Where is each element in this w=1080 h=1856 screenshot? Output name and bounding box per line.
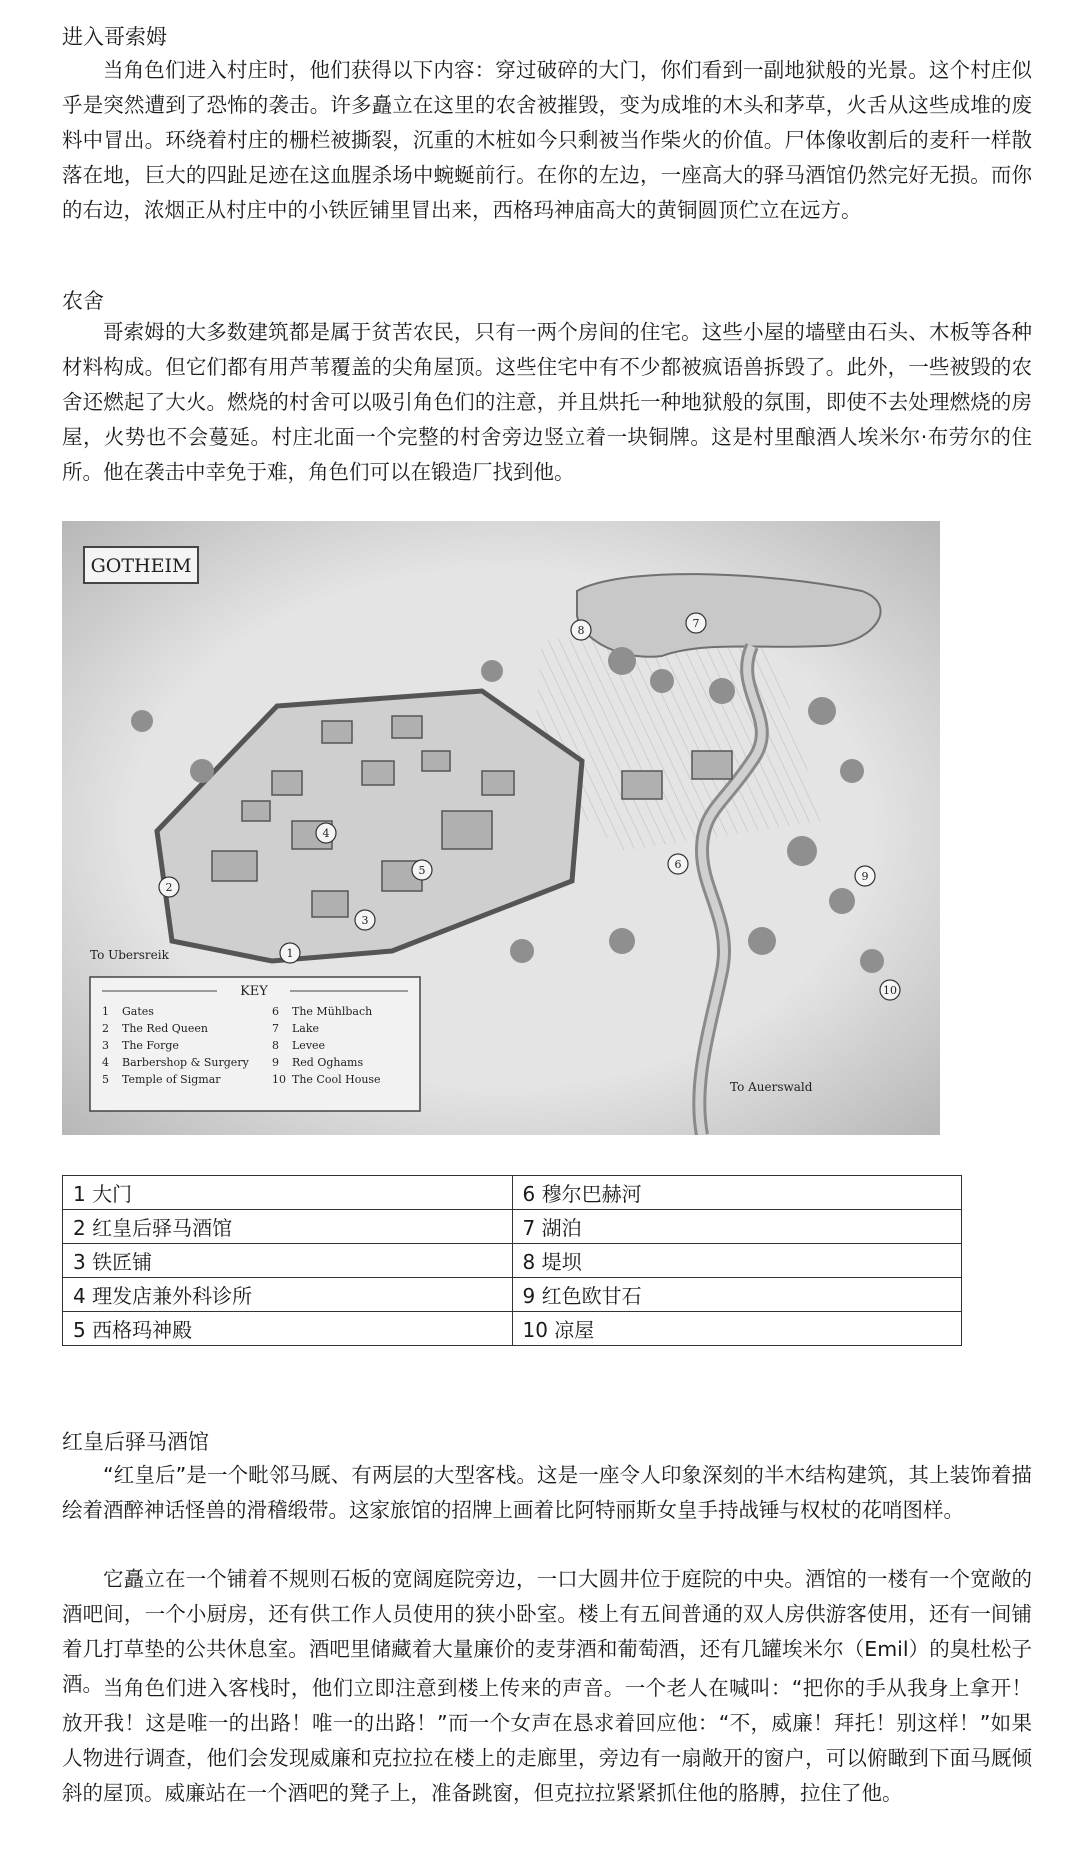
table-cell: 7 湖泊 bbox=[512, 1210, 962, 1244]
key-label: Red Oghams bbox=[292, 1056, 364, 1069]
key-number: 9 bbox=[272, 1056, 279, 1069]
key-number: 3 bbox=[102, 1039, 109, 1052]
map-marker-8 bbox=[571, 620, 591, 640]
table-cell: 4 理发店兼外科诊所 bbox=[63, 1278, 513, 1312]
map-marker-9 bbox=[855, 866, 875, 886]
to-ubersreik-label: To Ubersreik bbox=[90, 948, 169, 962]
paragraph-red-queen-3: 当角色们进入客栈时，他们立即注意到楼上传来的声音。一个老人在喊叫：“把你的手从我身上拿开！放开我！这是唯一的出路！唯一的出路！”而一个女声在恳求着回应他：“不，威廉！拜托！别这样！”如果人物进行调查，他们会发现威廉和克拉拉在楼上的走廊里，旁边有一扇敞开的窗户，可以俯瞰到下面马厩倾斜的屋顶。威廉站在一个酒吧的凳子上，准备跳窗，但克拉拉紧紧抓住他的胳膊，拉住了他。 bbox=[62, 1676, 1032, 1805]
table-row bbox=[63, 1176, 962, 1210]
map-marker-10 bbox=[880, 980, 900, 1000]
svg-text:7: 7 bbox=[692, 617, 700, 630]
map-marker-7 bbox=[686, 613, 706, 633]
svg-text:2: 2 bbox=[165, 881, 173, 894]
key-label: The Cool House bbox=[292, 1073, 381, 1086]
map-marker-4 bbox=[316, 823, 336, 843]
key-label: Levee bbox=[292, 1039, 326, 1052]
key-number: 10 bbox=[272, 1073, 286, 1086]
svg-text:8: 8 bbox=[577, 624, 585, 637]
key-number: 2 bbox=[102, 1022, 109, 1035]
table-cell: 8 堤坝 bbox=[512, 1244, 962, 1278]
key-label: The Forge bbox=[122, 1039, 179, 1052]
key-number: 7 bbox=[272, 1022, 279, 1035]
key-number: 1 bbox=[102, 1005, 109, 1018]
svg-text:4: 4 bbox=[322, 827, 330, 840]
map-key-heading: KEY bbox=[240, 984, 268, 999]
paragraph-red-queen-1: “红皇后”是一个毗邻马厩、有两层的大型客栈。这是一座令人印象深刻的半木结构建筑，其上装饰着描绘着酒醉神话怪兽的滑稽缎带。这家旅馆的招牌上画着比阿特丽斯女皇手持战锤与权杖的花哨图样。 bbox=[62, 1463, 1032, 1522]
map-title: GOTHEIM bbox=[90, 555, 192, 577]
key-label: The Red Queen bbox=[122, 1022, 208, 1035]
lake bbox=[577, 574, 881, 657]
gotheim-map bbox=[62, 521, 940, 1135]
table-cell: 5 西格玛神殿 bbox=[63, 1312, 513, 1346]
key-label: Barbershop & Surgery bbox=[122, 1056, 249, 1069]
key-label: Lake bbox=[292, 1022, 320, 1035]
table-cell: 1 大门 bbox=[63, 1176, 513, 1210]
key-label: The Mühlbach bbox=[292, 1005, 373, 1018]
section-title-red-queen: 红皇后驿马酒馆 bbox=[62, 1430, 209, 1454]
key-label: Gates bbox=[122, 1005, 154, 1018]
table-row bbox=[63, 1278, 962, 1312]
table-cell: 6 穆尔巴赫河 bbox=[512, 1176, 962, 1210]
svg-text:10: 10 bbox=[883, 984, 897, 997]
paragraph-entering-gotheim: 当角色们进入村庄时，他们获得以下内容：穿过破碎的大门，你们看到一副地狱般的光景。这个村庄似乎是突然遭到了恐怖的袭击。许多矗立在这里的农舍被摧毁，变为成堆的木头和茅草，火舌从这些成堆的废料中冒出。环绕着村庄的栅栏被撕裂，沉重的木桩如今只剩被当作柴火的价值。尸体像收割后的麦秆一样散落在地，巨大的四趾足迹在这血腥杀场中蜿蜒前行。在你的左边，一座高大的驿马酒馆仍然完好无损。而你的右边，浓烟正从村庄中的小铁匠铺里冒出来，西格玛神庙高大的黄铜圆顶伫立在远方。 bbox=[62, 58, 1032, 222]
to-auerswald-label: To Auerswald bbox=[730, 1080, 813, 1094]
table-cell: 10 凉屋 bbox=[512, 1312, 962, 1346]
map-marker-6 bbox=[668, 854, 688, 874]
table-row bbox=[63, 1210, 962, 1244]
svg-text:3: 3 bbox=[361, 914, 369, 927]
key-table bbox=[62, 1175, 962, 1346]
key-number: 4 bbox=[102, 1056, 109, 1069]
map-marker-2 bbox=[159, 877, 179, 897]
key-number: 6 bbox=[272, 1005, 279, 1018]
table-cell: 9 红色欧甘石 bbox=[512, 1278, 962, 1312]
map-marker-5 bbox=[412, 860, 432, 880]
svg-text:9: 9 bbox=[861, 870, 869, 883]
table-row bbox=[63, 1312, 962, 1346]
key-number: 5 bbox=[102, 1073, 109, 1086]
table-cell: 3 铁匠铺 bbox=[63, 1244, 513, 1278]
map-marker-1 bbox=[280, 943, 300, 963]
map-marker-3 bbox=[355, 910, 375, 930]
svg-text:1: 1 bbox=[286, 947, 294, 960]
paragraph-red-queen-2: 它矗立在一个铺着不规则石板的宽阔庭院旁边，一口大圆井位于庭院的中央。酒馆的一楼有一个宽敞的酒吧间，一个小厨房，还有供工作人员使用的狭小卧室。楼上有五间普通的双人房供游客使用，还有一间铺着几打草垫的公共休息室。酒吧里储藏着大量廉价的麦芽酒和葡萄酒，还有几罐埃米尔（Emil）的臭杜松子酒。 bbox=[62, 1567, 1032, 1696]
svg-text:6: 6 bbox=[674, 858, 682, 871]
table-row bbox=[63, 1244, 962, 1278]
paragraph-farmhouses: 哥索姆的大多数建筑都是属于贫苦农民，只有一两个房间的住宅。这些小屋的墙壁由石头、木板等各种材料构成。但它们都有用芦苇覆盖的尖角屋顶。这些住宅中有不少都被疯语兽拆毁了。此外，一些被毁的农舍还燃起了大火。燃烧的村舍可以吸引角色们的注意，并且烘托一种地狱般的氛围，即使不去处理燃烧的房屋，火势也不会蔓延。村庄北面一个完整的村舍旁边竖立着一块铜牌。这是村里酿酒人埃米尔·布劳尔的住所。他在袭击中幸免于难，角色们可以在锻造厂找到他。 bbox=[62, 320, 1032, 484]
svg-text:5: 5 bbox=[418, 864, 426, 877]
section-title-farmhouses: 农舍 bbox=[62, 289, 104, 313]
key-label: Temple of Sigmar bbox=[122, 1073, 221, 1086]
key-number: 8 bbox=[272, 1039, 279, 1052]
table-cell: 2 红皇后驿马酒馆 bbox=[63, 1210, 513, 1244]
section-title-entering-gotheim: 进入哥索姆 bbox=[62, 25, 167, 49]
